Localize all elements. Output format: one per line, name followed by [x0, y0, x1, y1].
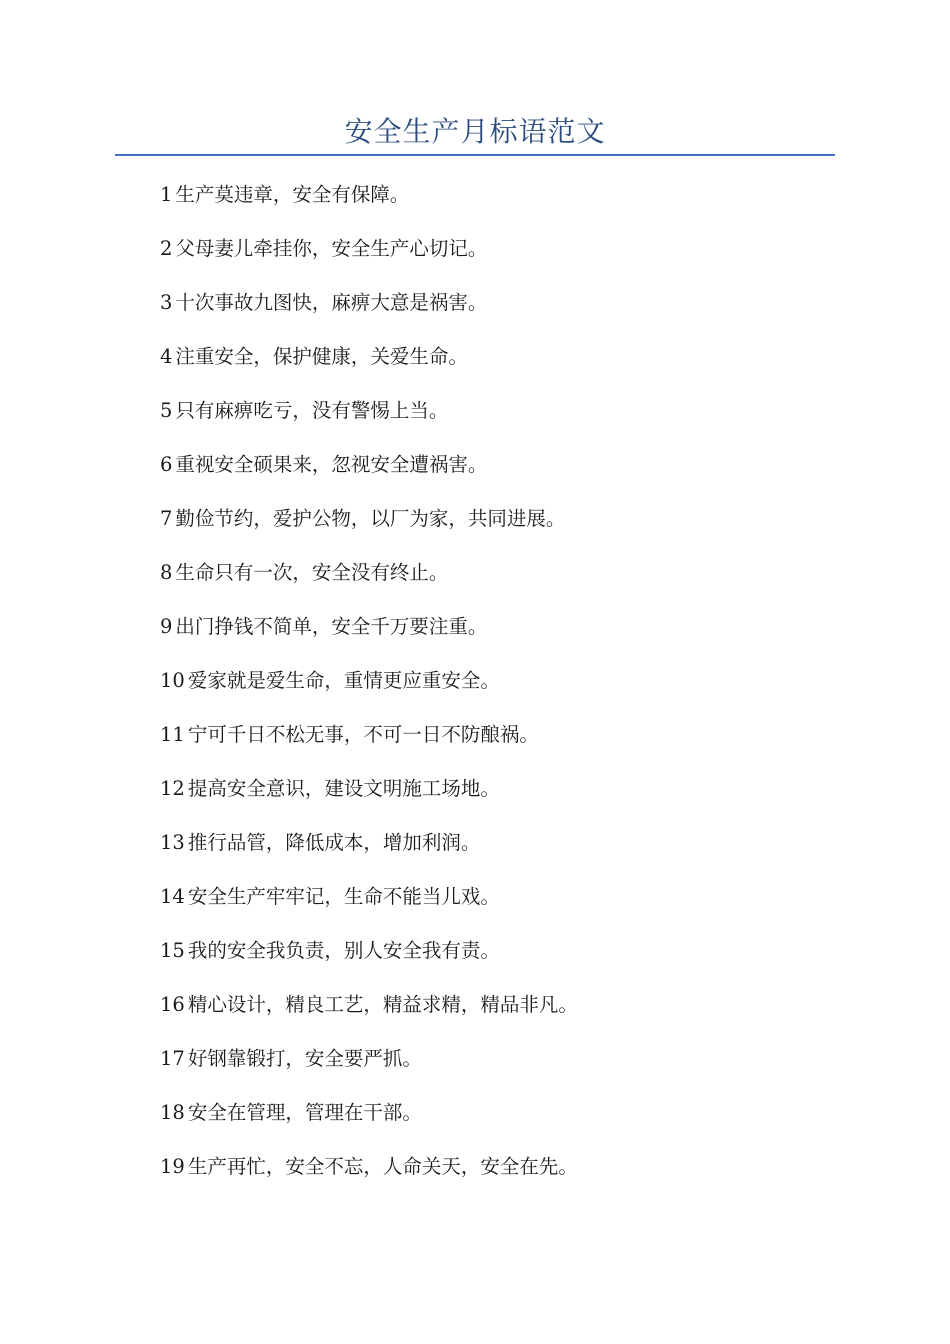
page-title: 安全生产月标语范文 [344, 115, 606, 148]
item-number: 3 [160, 291, 173, 314]
item-number: 6 [160, 453, 173, 476]
list-item [160, 500, 840, 554]
title-underline [115, 154, 835, 156]
list-item [160, 608, 840, 662]
item-number: 16 [160, 993, 185, 1016]
item-number: 1 [160, 183, 173, 206]
list-item [160, 338, 840, 392]
item-number: 8 [160, 561, 173, 584]
item-text: 安全在管理，管理在干部。 [187, 1101, 422, 1124]
list-item [160, 176, 840, 230]
item-number: 15 [160, 939, 185, 962]
slogan-list [160, 176, 840, 1202]
list-item [160, 878, 840, 932]
list-item [160, 932, 840, 986]
item-text: 安全生产牢牢记，生命不能当儿戏。 [187, 885, 500, 908]
item-text: 生命只有一次，安全没有终止。 [175, 561, 449, 584]
item-text: 出门挣钱不简单，安全千万要注重。 [175, 615, 488, 638]
item-text: 生产莫违章，安全有保障。 [175, 183, 410, 206]
list-item [160, 554, 840, 608]
item-text: 推行品管，降低成本，增加利润。 [187, 831, 481, 854]
item-text: 爱家就是爱生命，重情更应重安全。 [187, 669, 500, 692]
item-number: 19 [160, 1155, 185, 1178]
item-text: 我的安全我负责，别人安全我有责。 [187, 939, 500, 962]
list-item [160, 824, 840, 878]
item-text: 父母妻儿牵挂你，安全生产心切记。 [175, 237, 488, 260]
item-number: 18 [160, 1101, 185, 1124]
list-item [160, 1094, 840, 1148]
list-item [160, 392, 840, 446]
item-number: 4 [160, 345, 173, 368]
item-text: 精心设计，精良工艺，精益求精，精品非凡。 [187, 993, 578, 1016]
item-number: 5 [160, 399, 173, 422]
list-item [160, 986, 840, 1040]
item-text: 提高安全意识，建设文明施工场地。 [187, 777, 500, 800]
list-item [160, 770, 840, 824]
item-text: 只有麻痹吃亏，没有警惕上当。 [175, 399, 449, 422]
item-number: 9 [160, 615, 173, 638]
list-item [160, 662, 840, 716]
item-text: 生产再忙，安全不忘，人命关天，安全在先。 [187, 1155, 578, 1178]
item-number: 17 [160, 1047, 185, 1070]
item-number: 7 [160, 507, 173, 530]
item-number: 2 [160, 237, 173, 260]
item-number: 13 [160, 831, 185, 854]
item-text: 重视安全硕果来，忽视安全遭祸害。 [175, 453, 488, 476]
item-number: 11 [160, 723, 185, 746]
item-text: 注重安全，保护健康，关爱生命。 [175, 345, 468, 368]
list-item [160, 230, 840, 284]
item-text: 勤俭节约，爱护公物，以厂为家，共同进展。 [175, 507, 566, 530]
item-text: 十次事故九图快，麻痹大意是祸害。 [175, 291, 488, 314]
list-item [160, 284, 840, 338]
item-text: 宁可千日不松无事，不可一日不防酿祸。 [187, 723, 539, 746]
item-number: 12 [160, 777, 185, 800]
list-item [160, 716, 840, 770]
list-item [160, 1148, 840, 1202]
list-item [160, 1040, 840, 1094]
item-number: 10 [160, 669, 185, 692]
list-item [160, 446, 840, 500]
item-number: 14 [160, 885, 185, 908]
item-text: 好钢靠锻打，安全要严抓。 [187, 1047, 422, 1070]
